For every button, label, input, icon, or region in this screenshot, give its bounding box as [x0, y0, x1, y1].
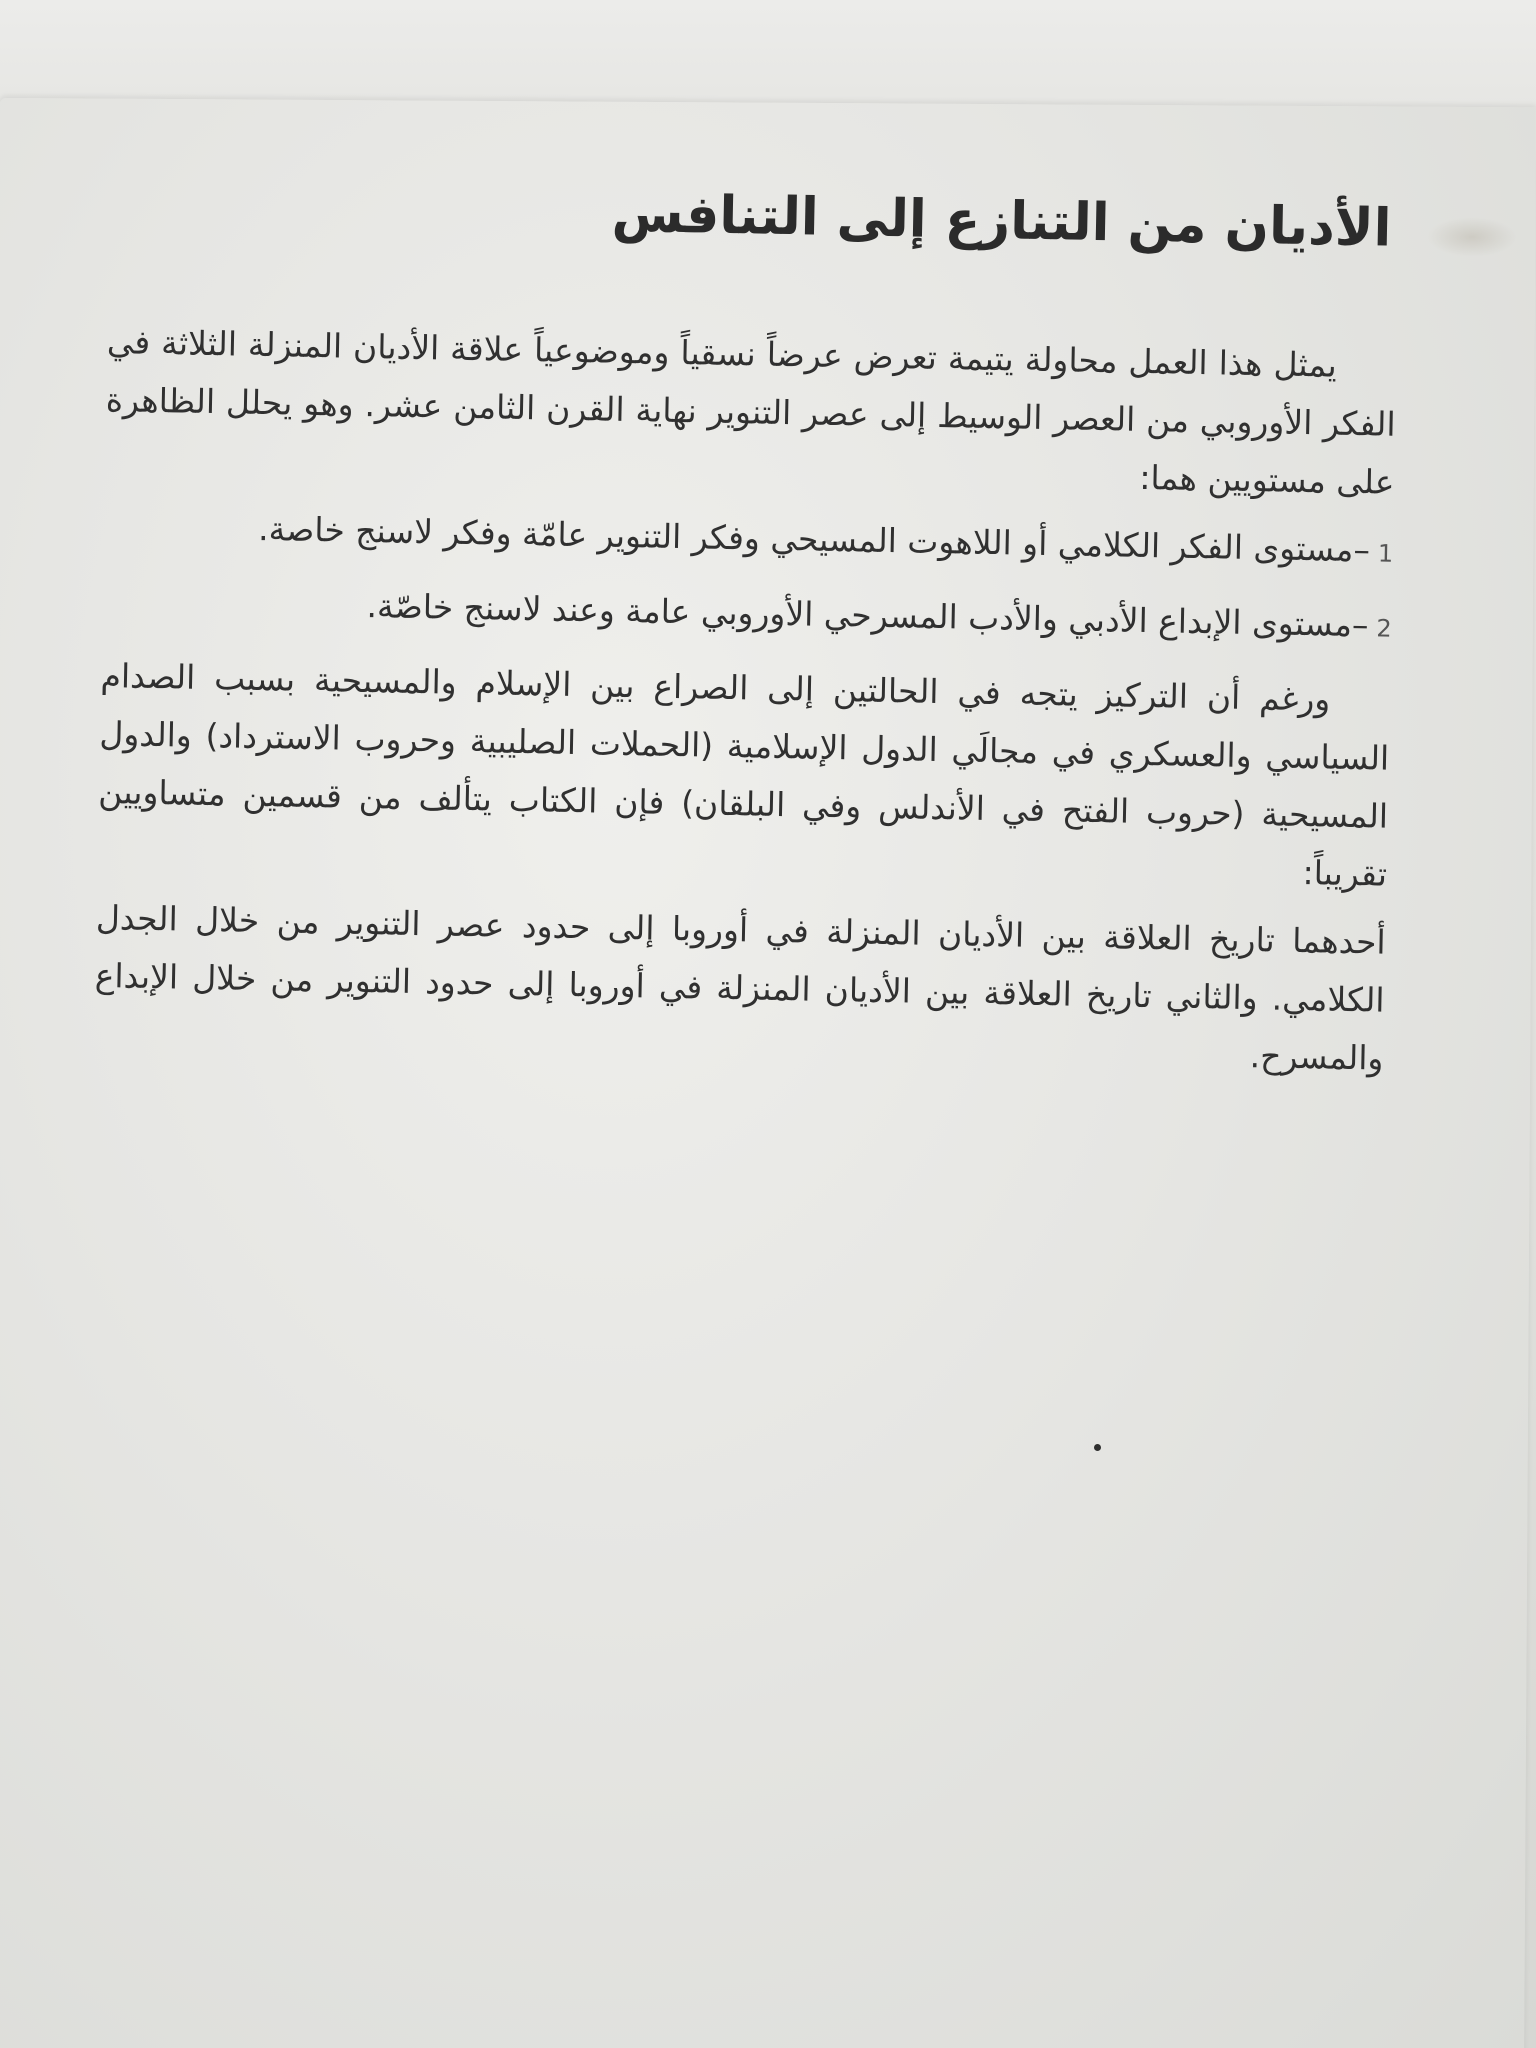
intro-paragraph: يمثل هذا العمل محاولة يتيمة تعرض عرضاً نسقياً وموضوعياً علاقة الأديان المنزلة الثلاثة في الفكر الأوروبي من العصر الوسيط إلى عصر التنوير نهاية القرن الثامن عشر. وهو يحلل الظاهرة على مستويين هما: — [105, 321, 1396, 502]
list-item-1-number: 1 — [1377, 539, 1394, 568]
book-title: الأديان من التنازع إلى التنافس — [611, 183, 1392, 259]
list-item-2-number: 2 — [1376, 614, 1392, 643]
parts-paragraph: أحدهما تاريخ العلاقة بين الأديان المنزلة في أوروبا إلى حدود عصر التنوير من خلال الجدل الكلامي. والثاني تاريخ العلاقة بين الأديان المنزلة في أوروبا إلى حدود التنوير من خلال الإبداع والمسرح. — [94, 897, 1387, 1078]
focus-paragraph: ورغم أن التركيز يتجه في الحالتين إلى الصراع بين الإسلام والمسيحية بسبب الصدام السياسي والعسكري في مجالَي الدول الإسلامية (الحملات الصليبية وحروب الاسترداد) والدول المسيحية (حروب الفتح في الأندلس وفي البلقان) فإن الكتاب يتألف من قسمين متساويين تقريباً: — [97, 655, 1390, 894]
cover-stain — [1427, 217, 1517, 258]
ink-speck — [1094, 1444, 1101, 1451]
list-item-1-text: –مستوى الفكر الكلامي أو اللاهوت المسيحي وفكر التنوير عامّة وفكر لاسنج خاصة. — [257, 508, 1371, 569]
list-item-2 — [101, 572, 1392, 658]
cover-text-block — [93, 171, 1410, 1097]
list-item-2-text: –مستوى الإبداع الأدبي والأدب المسرحي الأوروبي عامة وعند لاسنج خاصّة. — [366, 585, 1369, 644]
list-item-1 — [103, 497, 1394, 583]
blurb — [93, 313, 1407, 1088]
